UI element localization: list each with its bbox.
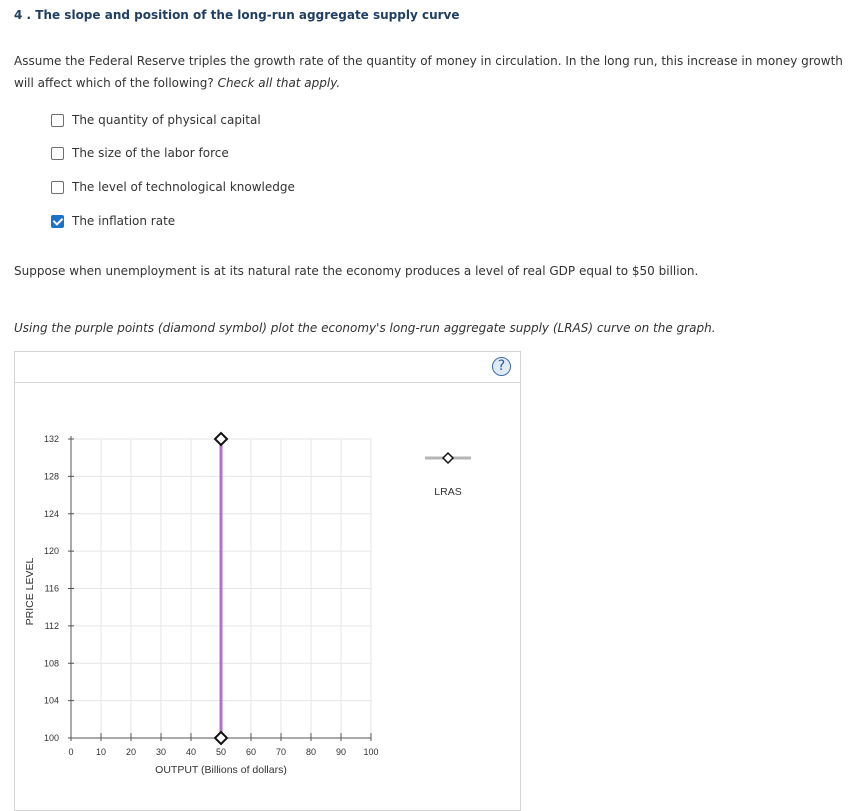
y-axis-title: PRICE LEVEL <box>24 557 36 626</box>
checkbox[interactable] <box>51 181 64 194</box>
lras-diamond-point[interactable] <box>215 433 227 445</box>
y-tick-label: 116 <box>44 583 59 594</box>
choice-label: The quantity of physical capital <box>72 113 261 127</box>
x-tick-label: 70 <box>275 747 287 757</box>
x-tick-label: 60 <box>245 747 257 757</box>
y-tick-label: 108 <box>43 658 59 669</box>
y-tick-label: 132 <box>43 434 59 444</box>
x-tick-label: 20 <box>125 747 137 757</box>
checkbox[interactable] <box>51 215 64 228</box>
y-tick-label: 124 <box>43 508 59 519</box>
x-tick-label: 10 <box>95 747 107 757</box>
legend-diamond-icon[interactable] <box>443 453 453 463</box>
legend-label: LRAS <box>434 486 462 498</box>
choice-inflation-rate[interactable] <box>51 213 175 229</box>
lras-diamond-point[interactable] <box>215 732 227 744</box>
checkbox[interactable] <box>51 114 64 127</box>
question-title: 4 . The slope and position of the long-run aggregate supply curve <box>14 8 460 22</box>
choice-technological-knowledge[interactable] <box>51 179 295 195</box>
y-tick-label: 112 <box>44 620 59 631</box>
choice-label: The inflation rate <box>72 214 176 228</box>
question-text: Assume the Federal Reserve triples the growth rate of the quantity of money in circulation. In the long run, this increase in money growth will affect which of the following? <box>14 54 843 90</box>
x-axis-title: OUTPUT (Billions of dollars) <box>155 764 287 776</box>
checkbox[interactable] <box>51 147 64 160</box>
y-tick-label: 104 <box>43 695 59 706</box>
choice-label: The size of the labor force <box>72 146 229 160</box>
y-tick-label: 128 <box>43 471 59 482</box>
y-tick-label: 120 <box>43 546 59 557</box>
x-tick-label: 40 <box>185 747 197 757</box>
choice-labor-force[interactable] <box>51 145 229 161</box>
natural-rate-paragraph: Suppose when unemployment is at its natural rate the economy produces a level of real GDP equal to $50 billion. <box>14 264 699 278</box>
x-tick-label: 0 <box>68 747 74 757</box>
graph-panel <box>14 351 521 811</box>
x-tick-label: 90 <box>335 747 347 757</box>
help-icon[interactable]: ? <box>492 357 511 376</box>
question-prompt <box>14 50 859 94</box>
x-tick-label: 80 <box>305 747 317 757</box>
x-tick-label: 50 <box>215 747 227 757</box>
x-tick-label: 30 <box>155 747 167 757</box>
question-hint: Check all that apply. <box>217 76 341 90</box>
graph-instruction: Using the purple points (diamond symbol) plot the economy's long-run aggregate supply (LRAS) curve on the graph. <box>14 321 716 335</box>
lras-graph[interactable] <box>15 352 520 810</box>
y-tick-label: 100 <box>43 733 59 743</box>
choice-physical-capital[interactable] <box>51 112 261 128</box>
x-tick-label: 100 <box>363 747 379 757</box>
choice-label: The level of technological knowledge <box>72 180 295 194</box>
